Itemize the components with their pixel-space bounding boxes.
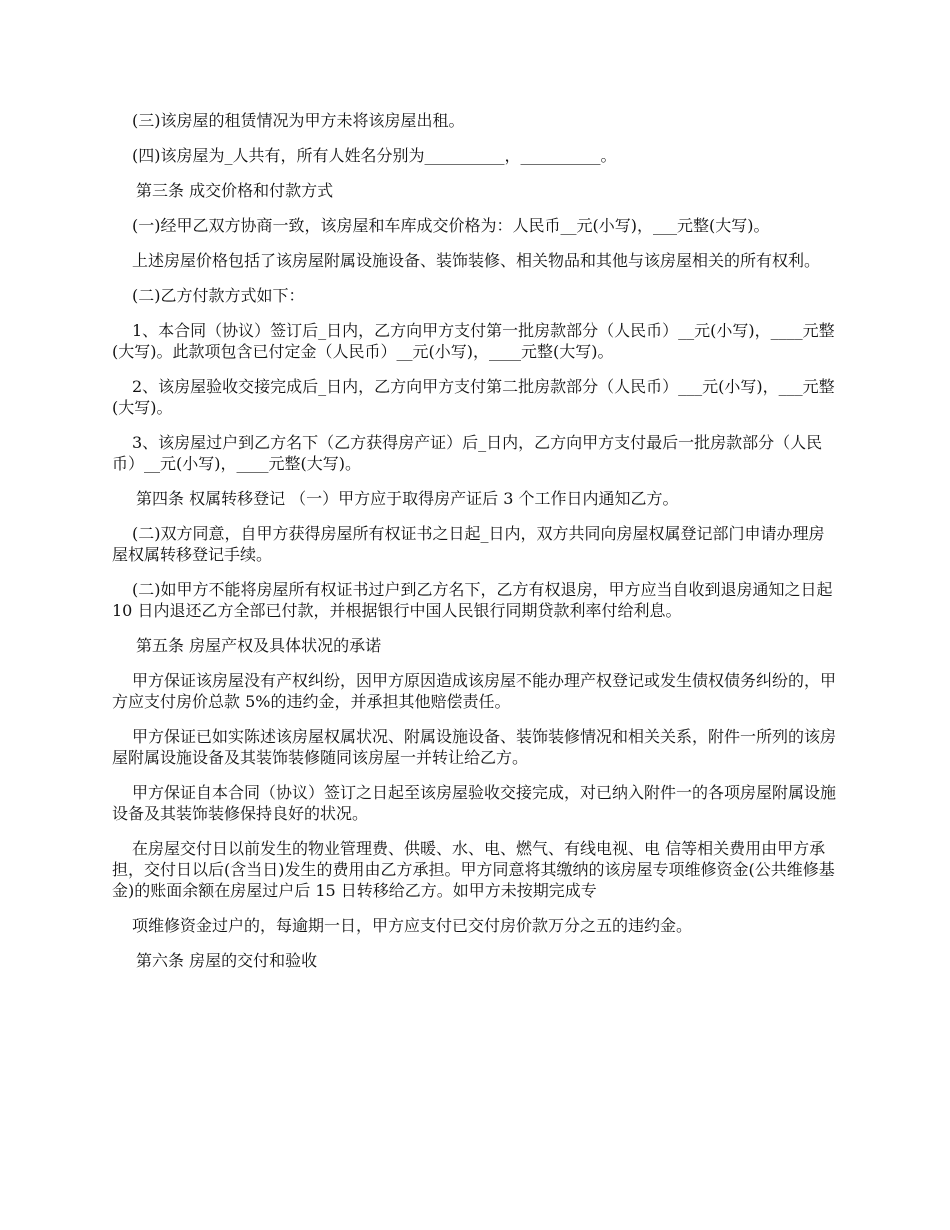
article-5-heading: 第五条 房屋产权及具体状况的承诺 — [136, 636, 382, 655]
clause-3-4-co-owners: (四)该房屋为_人共有，所有人姓名分别为__________，__________。 — [132, 146, 617, 165]
article-5-maintenance: 甲方保证自本合同（协议）签订之日起至该房屋验收交接完成，对已纳入附件一的各项房屋附属设施设备及其装饰装修保持良好的状况。 — [112, 783, 837, 823]
payment-item-2: 2、该房屋验收交接完成后_日内，乙方向甲方支付第二批房款部分（人民币）___元(小写)，___元整(大写)。 — [112, 377, 835, 417]
payment-item-1: 1、本合同（协议）签订后_日内，乙方向甲方支付第一批房款部分（人民币）__元(小写)，____元整(大写)。此款项包含已付定金（人民币）__元(小写)，____元整(大写)。 — [112, 321, 835, 361]
article-4-2-registration: (二)双方同意，自甲方获得房屋所有权证书之日起_日内，双方共同向房屋权属登记部门申请办理房屋权属转移登记手续。 — [112, 524, 825, 564]
article-4-heading: 第四条 权属转移登记 （一）甲方应于取得房产证后 3 个工作日内通知乙方。 — [136, 489, 679, 508]
article-5-fees: 在房屋交付日以前发生的物业管理费、供暖、水、电、燃气、有线电视、电 信等相关费用由甲方承担，交付日以后(含当日)发生的费用由乙方承担。甲方同意将其缴纳的该房屋专项维修资金(公共维修基金)的账面余额在房屋过户后 15 日转移给乙方。如甲方未按期完成专 — [112, 839, 835, 900]
article-3-1-price: (一)经甲乙双方协商一致，该房屋和车库成交价格为：人民币__元(小写)，___元整(大写)。 — [132, 216, 770, 235]
article-6-heading: 第六条 房屋的交付和验收 — [136, 951, 318, 970]
article-3-heading: 第三条 成交价格和付款方式 — [136, 181, 334, 200]
article-3-price-scope: 上述房屋价格包括了该房屋附属设施设备、装饰装修、相关物品和其他与该房屋相关的所有权利。 — [132, 251, 821, 270]
article-4-refund: (二)如甲方不能将房屋所有权证书过户到乙方名下，乙方有权退房，甲方应当自收到退房通知之日起 10 日内退还乙方全部已付款，并根据银行中国人民银行同期贷款利率付给利息。 — [112, 580, 833, 620]
article-3-2-payment-method: (二)乙方付款方式如下： — [132, 286, 305, 305]
article-5-disclosure: 甲方保证已如实陈述该房屋权属状况、附属设施设备、装饰装修情况和相关关系，附件一所列的该房屋附属设施设备及其装饰装修随同该房屋一并转让给乙方。 — [112, 727, 837, 767]
article-5-penalty: 项维修资金过户的，每逾期一日，甲方应支付已交付房价款万分之五的违约金。 — [132, 916, 693, 935]
clause-3-3-rental-status: (三)该房屋的租赁情况为甲方未将该房屋出租。 — [132, 111, 465, 130]
article-5-no-dispute: 甲方保证该房屋没有产权纠纷，因甲方原因造成该房屋不能办理产权登记或发生债权债务纠纷的，甲方应支付房价总款 5%的违约金，并承担其他赔偿责任。 — [112, 671, 837, 711]
payment-item-3: 3、该房屋过户到乙方名下（乙方获得房产证）后_日内，乙方向甲方支付最后一批房款部分（人民币）__元(小写)，____元整(大写)。 — [112, 433, 823, 473]
